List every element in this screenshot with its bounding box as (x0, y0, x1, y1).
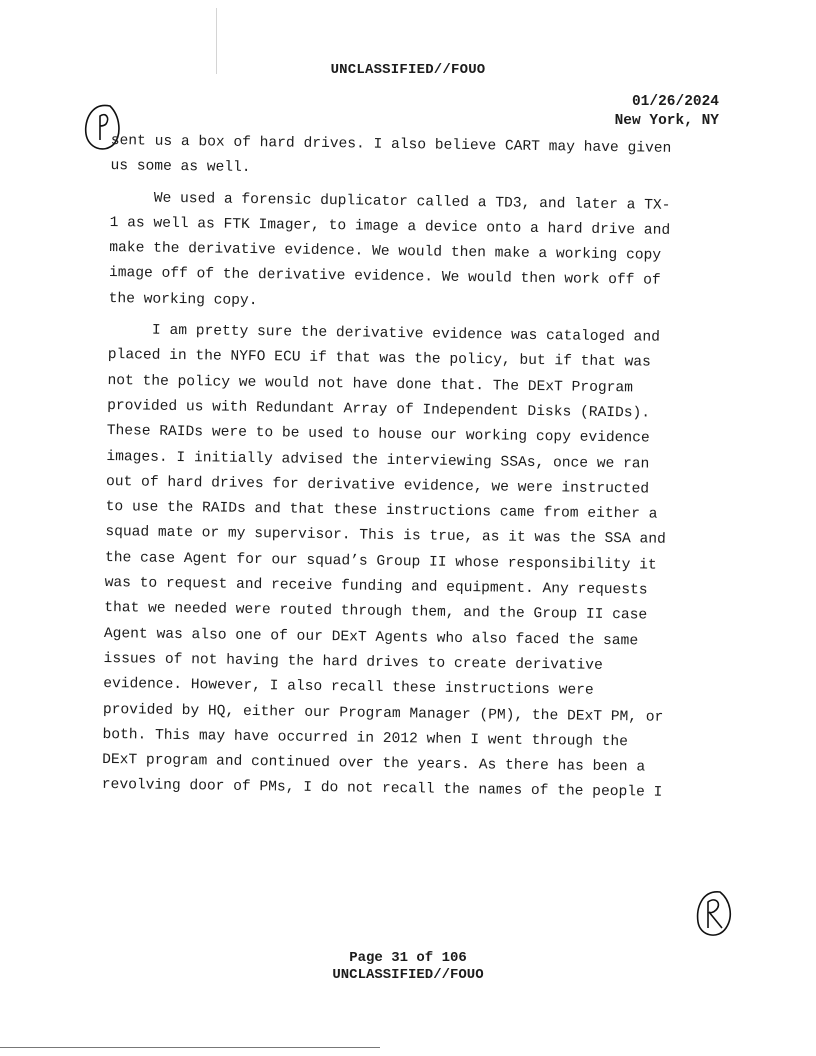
text-line: I am pretty sure the derivative evidence was cataloged and (108, 322, 660, 346)
text-line: sent us a box of hard drives. I also believe CART may have given (110, 132, 672, 157)
handwritten-initial-mark (694, 886, 734, 942)
text-line: image off of the derivative evidence. We would then work off of (108, 265, 661, 290)
text-line: 1 as well as FTK Imager, to image a device onto a hard drive and (109, 214, 671, 239)
body-text (102, 129, 711, 807)
text-line: Agent was also one of our DExT Agents who also faced the same (103, 625, 639, 650)
text-line: squad mate or my supervisor. This is true, as it was the SSA and (105, 524, 666, 549)
page-number: Page 31 of 106 (349, 950, 467, 966)
header-classification: UNCLASSIFIED//FOUO (330, 62, 486, 78)
text-line: us some as well. (110, 158, 251, 177)
text-line: the working copy. (108, 290, 258, 309)
text-line: provided us with Redundant Array of Independent Disks (RAIDs). (107, 397, 651, 422)
paragraph (110, 129, 711, 188)
text-line: to use the RAIDs and that these instructions came from either a (105, 499, 658, 523)
text-line: out of hard drives for derivative evidence, we were instructed (105, 473, 650, 498)
text-line: revolving door of PMs, I do not recall the names of the people I (101, 777, 663, 802)
document-location: New York, NY (614, 113, 719, 129)
footer-classification: UNCLASSIFIED//FOUO (332, 967, 484, 983)
text-line: the case Agent for our squad’s Group II whose responsibility it (104, 549, 657, 574)
paragraph (108, 186, 710, 321)
text-line: placed in the NYFO ECU if that was the policy, but if that was (107, 347, 651, 371)
text-line: provided by HQ, either our Program Manager (PM), the DExT PM, or (102, 701, 664, 726)
text-line: that we needed were routed through them, and the Group II case (104, 600, 648, 624)
scan-edge-rule (0, 1047, 380, 1048)
text-line: make the derivative evidence. We would then make a working copy (109, 240, 662, 264)
text-line: These RAIDs were to be used to house our working copy evidence (106, 423, 650, 447)
text-line: images. I initially advised the interviewing SSAs, once we ran (106, 448, 650, 473)
text-line: issues of not having the hard drives to create derivative (103, 650, 603, 674)
text-line: was to request and receive funding and equipment. Any requests (104, 575, 648, 599)
document-date: 01/26/2024 (631, 94, 719, 110)
text-line: evidence. However, I also recall these instructions were (103, 676, 594, 700)
text-line: We used a forensic duplicator called a TD3, and later a TX- (109, 189, 671, 214)
paragraph (102, 318, 709, 807)
text-line: DExT program and continued over the years. As there has been a (102, 752, 646, 776)
text-line: both. This may have occurred in 2012 when I went through the (102, 726, 629, 751)
text-line: not the policy we would not have done that. The DExT Program (107, 372, 634, 396)
